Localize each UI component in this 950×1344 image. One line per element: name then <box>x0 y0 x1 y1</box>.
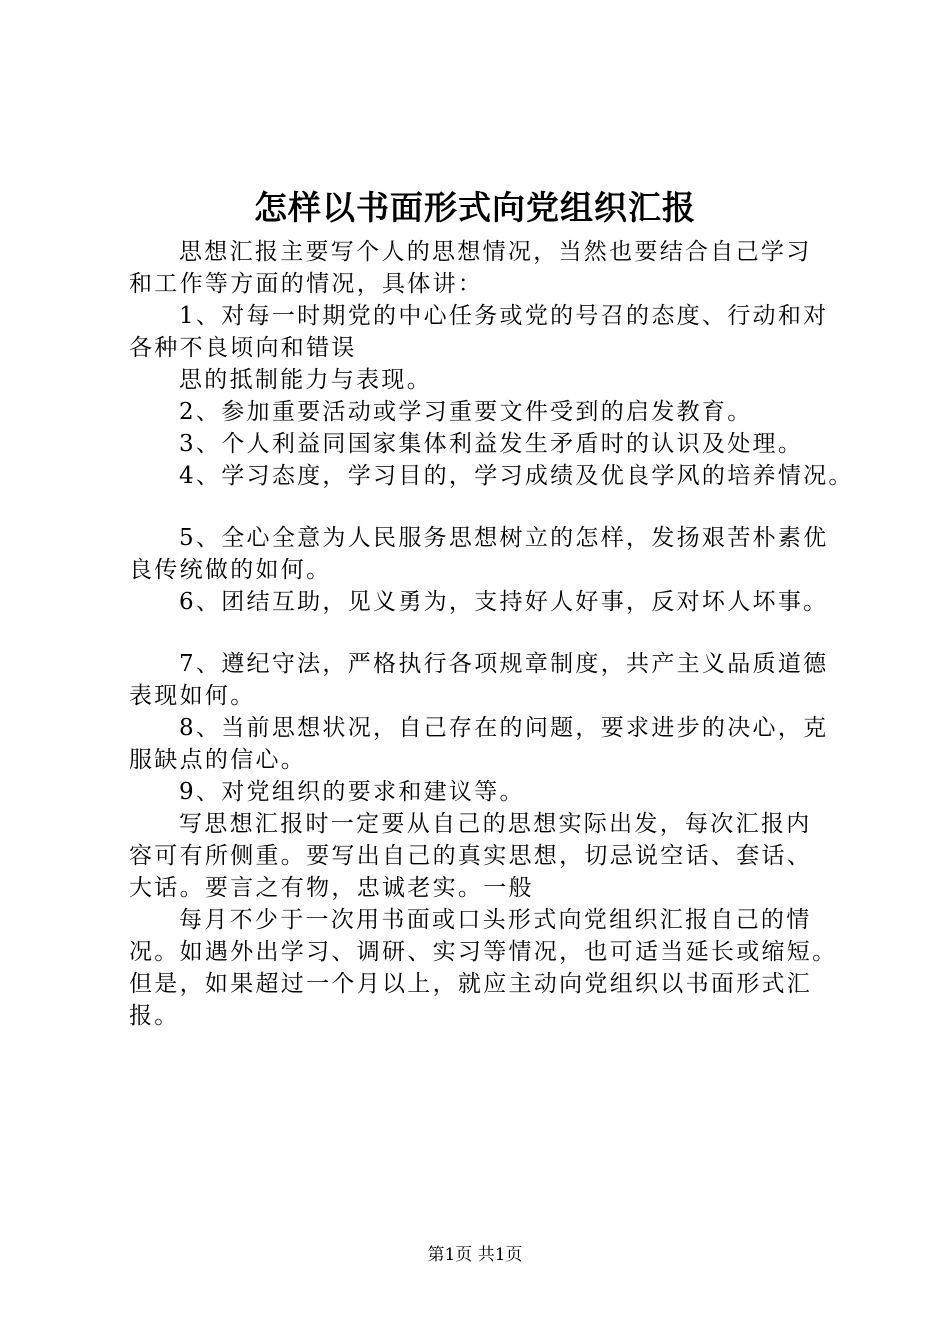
paragraph-line: 7、遵纪守法，严格执行各项规章制度，共产主义品质道德 <box>179 651 829 677</box>
paragraph-line: 每月不少于一次用书面或口头形式向党组织汇报自己的情 <box>179 907 812 933</box>
paragraph-line: 各种不良顷向和错误 <box>129 335 357 361</box>
paragraph-line: 服缺点的信心。 <box>129 747 307 773</box>
paragraph-line: 表现如何。 <box>129 683 256 709</box>
paragraph-line: 但是，如果超过一个月以上，就应主动向党组织以书面形式汇 <box>129 971 813 997</box>
paragraph-line: 4、学习态度，学习目的，学习成绩及优良学风的培养情况。 <box>179 463 854 489</box>
paragraph-line: 报。 <box>129 1003 180 1029</box>
paragraph-line: 大话。要言之有物，忠诚老实。一般 <box>129 875 534 901</box>
paragraph-line: 况。如遇外出学习、调研、实习等情况，也可适当延长或缩短。 <box>129 939 838 965</box>
paragraph-line: 6、团结互助，见义勇为，支持好人好事，反对坏人坏事。 <box>179 589 829 615</box>
paragraph-line: 2、参加重要活动或学习重要文件受到的启发教育。 <box>179 399 753 425</box>
paragraph-line: 容可有所侧重。要写出自己的真实思想，切忌说空话、套话、 <box>129 843 813 869</box>
paragraph-line: 写思想汇报时一定要从自己的思想实际出发，每次汇报内 <box>179 811 812 837</box>
paragraph-line: 思想汇报主要写个人的思想情况，当然也要结合自己学习 <box>179 239 812 265</box>
paragraph-line: 1、对每一时期党的中心任务或党的号召的态度、行动和对 <box>179 303 829 329</box>
paragraph-line: 9、对党组织的要求和建议等。 <box>179 779 525 805</box>
document-title: 怎样以书面形式向党组织汇报 <box>254 188 696 227</box>
paragraph-line: 5、全心全意为人民服务思想树立的怎样，发扬艰苦朴素优 <box>179 525 829 551</box>
page-footer: 第1页 共1页 <box>427 1245 523 1265</box>
document-body <box>129 236 854 1032</box>
paragraph-line: 和工作等方面的情况，具体讲： <box>129 271 484 297</box>
paragraph-line: 良传统做的如何。 <box>129 557 332 583</box>
paragraph-gap <box>129 618 849 648</box>
paragraph-gap <box>129 492 849 522</box>
paragraph-line: 8、当前思想状况，自己存在的问题，要求进步的决心，克 <box>179 715 829 741</box>
paragraph-line: 3、个人利益同国家集体利益发生矛盾时的认识及处理。 <box>179 431 804 457</box>
paragraph-line: 思的抵制能力与表现。 <box>179 367 432 393</box>
